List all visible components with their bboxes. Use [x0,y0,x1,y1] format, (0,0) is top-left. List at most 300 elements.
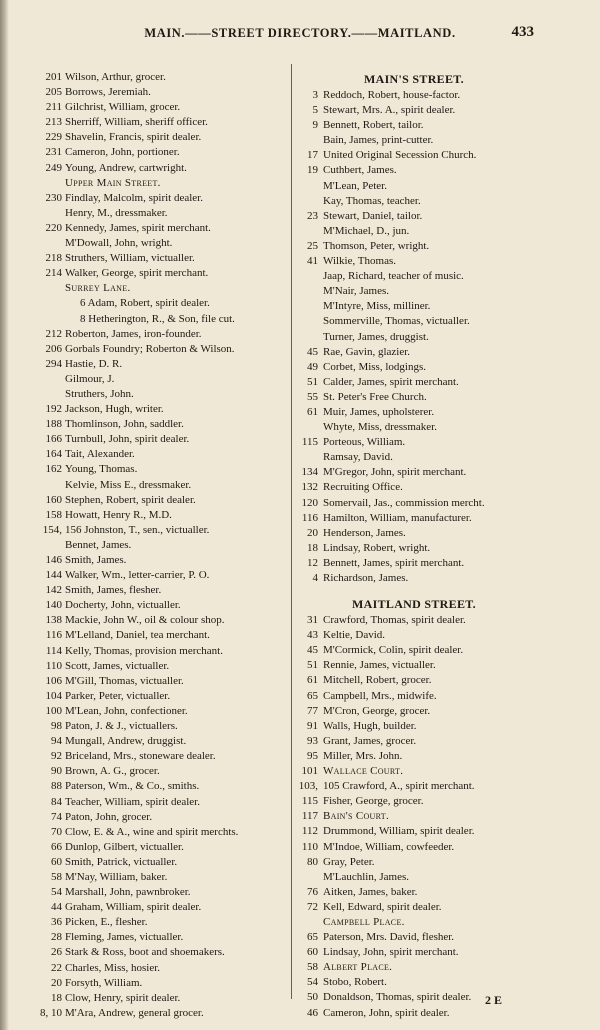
house-number: 46 [307,1006,318,1019]
directory-entry [30,930,292,945]
house-number: 50 [307,991,318,1004]
entry-text: M'Intyre, Miss, milliner. [323,300,431,313]
house-number: 231 [45,146,62,159]
house-number: 51 [307,659,318,672]
entry-text: Somervail, Jas., commission mercht. [323,496,485,509]
directory-entry [296,885,532,900]
directory-entry [296,103,532,118]
directory-entry [296,345,532,360]
directory-entry [296,254,532,269]
house-number: 36 [51,916,62,929]
house-number: 138 [45,614,62,627]
entry-text: Briceland, Mrs., stoneware dealer. [65,750,216,763]
entry-text: Bain, James, print-cutter. [323,134,434,147]
directory-entry [30,598,292,613]
directory-entry [30,191,292,206]
entry-text: Gilchrist, William, grocer. [65,101,181,114]
entry-text: Kelvie, Miss E., dressmaker. [65,478,192,491]
entry-text: Parker, Peter, victualler. [65,689,171,702]
house-number: 12 [307,556,318,569]
entry-text: Bain's Court. [323,810,390,823]
entry-text: Richardson, James. [323,572,409,584]
entry-text: Walker, Wm., letter-carrier, P. O. [65,569,210,582]
entry-text: Cuthbert, James. [323,164,397,177]
entry-text: M'Lauchlin, James. [323,870,409,883]
entry-text: Gray, Peter. [323,855,375,868]
directory-entry [296,749,532,764]
house-number: 66 [51,840,62,853]
directory-entry [296,133,532,148]
entry-text: Kennedy, James, spirit merchant. [65,221,211,234]
directory-entry [30,945,292,960]
book-spine-shadow [0,0,9,1030]
directory-entry [30,145,292,160]
house-number: 61 [307,405,318,418]
directory-entry [296,511,532,526]
directory-entry [30,85,292,100]
entry-text: Walls, Hugh, builder. [323,719,417,732]
directory-entry [296,734,532,749]
house-number: 112 [301,825,318,838]
entry-text: M'Ara, Andrew, general grocer. [65,1006,204,1019]
house-number: 20 [307,526,318,539]
entry-text: Lindsay, Robert, wright. [323,541,431,554]
directory-entry [296,571,532,586]
directory-entry [30,855,292,870]
house-number: 91 [307,719,318,732]
entry-text: Bennett, James, spirit merchant. [323,556,465,569]
house-number: 106 [45,674,62,687]
entry-text: Campbell, Mrs., midwife. [323,689,437,702]
house-number: 192 [45,403,62,416]
house-number: 166 [45,433,62,446]
entry-text: Paterson, Mrs. David, flesher. [323,931,455,944]
entry-text: Stark & Ross, boot and shoemakers. [65,946,225,959]
entry-text: Forsyth, William. [65,976,143,989]
entry-text: Muir, James, upholsterer. [323,405,435,418]
house-number: 154, [42,523,62,536]
right-column [296,70,532,1021]
directory-entry [30,357,292,372]
entry-text: Wallace Court. [323,765,404,778]
directory-entry [296,390,532,405]
directory-entry [296,179,532,194]
directory-entry [30,870,292,885]
house-number: 45 [307,644,318,657]
directory-entry [296,719,532,734]
directory-entry [30,402,292,417]
street-subheading [296,809,532,824]
entry-text: Rennie, James, victualler. [323,659,436,672]
entry-text: Docherty, John, victualler. [65,599,181,612]
house-number: 44 [51,901,62,914]
house-number: 54 [307,976,318,989]
directory-entry [296,658,532,673]
directory-entry [30,342,292,357]
house-number: 117 [301,810,318,823]
entry-text: Fisher, George, grocer. [323,795,424,808]
entry-text: Stewart, Daniel, tailor. [323,209,423,222]
directory-entry [30,719,292,734]
directory-entry [296,420,532,435]
entry-text: Turnbull, John, spirit dealer. [65,433,190,446]
directory-entry [296,480,532,495]
directory-entry [30,432,292,447]
house-number: 18 [51,991,62,1004]
entry-text: Kell, Edward, spirit dealer. [323,900,442,913]
entry-text: Reddoch, Robert, house-factor. [323,89,461,101]
entry-text: Roberton, James, iron-founder. [65,327,202,340]
directory-entry [30,327,292,342]
entry-text: Findlay, Malcolm, spirit dealer. [65,191,203,204]
directory-entry [30,795,292,810]
directory-entry [30,976,292,991]
entry-text: M'Michael, D., jun. [323,224,410,237]
entry-text: Clow, E. & A., wine and spirit merchts. [65,825,239,838]
house-number: 95 [307,749,318,762]
directory-entry [296,450,532,465]
directory-entry [30,840,292,855]
directory-entry [30,644,292,659]
directory-entry [30,221,292,236]
directory-entry [296,314,532,329]
entry-text: Jaap, Richard, teacher of music. [323,270,464,283]
entry-text: Charles, Miss, hosier. [65,961,161,974]
entry-text: Stobo, Robert. [323,976,387,989]
directory-entry [30,266,292,281]
directory-entry [296,405,532,420]
directory-entry [30,568,292,583]
directory-entry [30,991,292,1006]
house-number: 114 [45,644,62,657]
entry-text: 156 Johnston, T., sen., victualler. [65,523,210,536]
entry-text: Upper Main Street. [65,176,161,189]
house-number: 72 [307,900,318,913]
house-number: 54 [51,886,62,899]
entry-text: Struthers, John. [65,387,134,400]
entry-text: Hastie, D. R. [65,357,123,370]
entry-text: Bennet, James. [65,538,132,551]
directory-entry [296,375,532,390]
directory-entry [30,779,292,794]
house-number: 98 [51,720,62,733]
entry-text: Struthers, William, victualler. [65,252,195,265]
directory-entry [296,945,532,960]
entry-text: Bennett, Robert, tailor. [323,119,424,132]
entry-text: Mitchell, Robert, grocer. [323,674,432,687]
house-number: 70 [51,825,62,838]
house-number: 65 [307,931,318,944]
entry-text: M'Nay, William, baker. [65,870,168,883]
entry-text: Howatt, Henry R., M.D. [65,508,172,521]
directory-entry [296,299,532,314]
house-number: 294 [45,357,62,370]
entry-text: Wilson, Arthur, grocer. [65,71,166,83]
house-number: 100 [45,704,62,717]
directory-entry [296,284,532,299]
directory-entry [296,148,532,163]
directory-entry [296,689,532,704]
directory-entry [296,526,532,541]
entry-text: Henderson, James. [323,526,406,539]
entry-text: 105 Crawford, A., spirit merchant. [323,780,475,793]
house-number: 101 [301,765,318,778]
entry-text: Mackie, John W., oil & colour shop. [65,614,225,627]
entry-text: M'Cormick, Colin, spirit dealer. [323,644,464,657]
house-number: 84 [51,795,62,808]
entry-text: Crawford, Thomas, spirit dealer. [323,614,466,627]
entry-text: Paton, J. & J., victuallers. [65,720,178,733]
signature-mark: 2 E [484,993,502,1007]
entry-text: 6 Adam, Robert, spirit dealer. [80,297,210,310]
entry-text: M'Indoe, William, cowfeeder. [323,840,455,853]
entry-text: Dunlop, Gilbert, victualler. [65,840,184,853]
house-number: 77 [307,704,318,717]
directory-entry [296,330,532,345]
house-number: 74 [51,810,62,823]
running-title: MAIN.——STREET DIRECTORY.——MAITLAND. [144,26,456,40]
directory-entry [296,224,532,239]
house-number: 205 [45,86,62,99]
house-number: 115 [301,436,318,449]
directory-entry [30,583,292,598]
house-number: 61 [307,674,318,687]
house-number: 45 [307,345,318,358]
house-number: 134 [301,466,318,479]
street-heading: MAIN'S STREET. [363,72,464,86]
directory-entry [30,251,292,266]
entry-text: Whyte, Miss, dressmaker. [323,421,437,434]
directory-entry [296,435,532,450]
entry-text: Kelly, Thomas, provision merchant. [65,644,223,657]
house-number: 43 [307,629,318,642]
directory-entry [30,1006,292,1021]
house-number: 115 [301,795,318,808]
entry-text: Recruiting Office. [323,481,403,494]
house-number: 65 [307,689,318,702]
house-number: 9 [312,119,318,132]
house-number: 212 [45,327,62,340]
entry-text: Stephen, Robert, spirit dealer. [65,493,196,506]
directory-entry [296,118,532,133]
directory-entry [30,447,292,462]
house-number: 51 [307,375,318,388]
directory-entry [30,462,292,477]
entry-text: M'Gill, Thomas, victualler. [65,674,184,687]
directory-entry [30,764,292,779]
entry-text: Scott, James, victualler. [65,659,170,672]
directory-entry [30,312,292,327]
directory-entry [30,296,292,311]
house-number: 19 [307,164,318,177]
house-number: 25 [307,239,318,252]
house-number: 188 [45,418,62,431]
house-number: 55 [307,390,318,403]
house-number: 41 [307,255,318,268]
entry-text: M'Lean, Peter. [323,179,387,192]
house-number: 88 [51,780,62,793]
section-gap [296,586,532,595]
entry-text: Mungall, Andrew, druggist. [65,735,187,748]
house-number: 3 [312,89,318,101]
directory-entry [296,194,532,209]
entry-text: Miller, Mrs. John. [323,749,403,762]
entry-text: Grant, James, grocer. [323,734,417,747]
entry-text: Kay, Thomas, teacher. [323,194,421,207]
street-subheading [296,915,532,930]
entry-text: Smith, James, flesher. [65,584,162,597]
entry-text: Sommerville, Thomas, victualler. [323,315,470,328]
entry-text: Surrey Lane. [65,282,131,295]
house-number: 8, 10 [40,1006,62,1019]
directory-entry [30,372,292,387]
entry-text: Campbell Place. [323,915,405,928]
directory-entry [30,523,292,538]
directory-entry [296,900,532,915]
directory-entry [30,115,292,130]
entry-text: Lindsay, John, spirit merchant. [323,946,459,959]
house-number: 206 [45,342,62,355]
entry-text: Gorbals Foundry; Roberton & Wilson. [65,342,235,355]
house-number: 94 [51,735,62,748]
house-number: 249 [45,161,62,174]
house-number: 28 [51,931,62,944]
house-number: 31 [307,614,318,627]
house-number: 5 [312,104,318,117]
entry-text: M'Gregor, John, spirit merchant. [323,466,467,479]
house-number: 93 [307,734,318,747]
directory-entry [30,538,292,553]
house-number: 132 [301,481,318,494]
house-number: 60 [51,855,62,868]
house-number: 220 [45,221,62,234]
directory-entry [296,704,532,719]
house-number: 103, [298,780,318,793]
directory-entry [30,659,292,674]
entry-text: Teacher, William, spirit dealer. [65,795,200,808]
entry-text: Porteous, William. [323,436,406,449]
directory-entry [296,269,532,284]
entry-text: Drummond, William, spirit dealer. [323,825,475,838]
left-column [30,70,292,1021]
directory-entry [296,360,532,375]
directory-entry [30,704,292,719]
directory-entry [296,673,532,688]
street-subheading [30,281,292,296]
directory-entry [30,493,292,508]
entry-text: Corbet, Miss, lodgings. [323,360,426,373]
entry-text: Marshall, John, pawnbroker. [65,886,191,899]
entry-text: Sherriff, William, sheriff officer. [65,116,208,129]
directory-entry [30,810,292,825]
directory-entry [30,628,292,643]
entry-text: Albert Place. [323,961,393,974]
page-header [0,26,600,46]
directory-entry [30,553,292,568]
house-number: 146 [45,554,62,566]
entry-text: Gilmour, J. [65,372,115,385]
house-number: 18 [307,541,318,554]
directory-entry [296,556,532,571]
house-number: 164 [45,448,62,461]
directory-entry [296,613,532,628]
entry-text: Cameron, John, spirit dealer. [323,1006,450,1019]
house-number: 49 [307,360,318,373]
entry-text: Smith, Patrick, victualler. [65,855,178,868]
house-number: 214 [45,267,62,280]
house-number: 144 [45,569,62,582]
directory-entry [296,465,532,480]
house-number: 58 [51,870,62,883]
directory-entry [30,206,292,221]
house-number: 230 [45,191,62,204]
entry-text: Thomlinson, John, saddler. [65,418,184,431]
entry-text: Young, Thomas. [65,463,138,476]
entry-text: Aitken, James, baker. [323,885,418,898]
entry-text: M'Dowall, John, wright. [65,237,173,250]
entry-text: M'Lelland, Daniel, tea merchant. [65,629,210,642]
entry-text: Ramsay, David. [323,451,393,464]
house-number: 4 [312,572,318,584]
entry-text: St. Peter's Free Church. [323,390,427,403]
directory-entry [296,163,532,178]
directory-entry [30,674,292,689]
entry-text: Clow, Henry, spirit dealer. [65,991,181,1004]
house-number: 80 [307,855,318,868]
directory-entry [30,613,292,628]
house-number: 162 [45,463,62,476]
house-number: 201 [45,71,62,83]
directory-entry [296,88,532,103]
house-number: 92 [51,750,62,763]
directory-entry [30,825,292,840]
directory-entry [30,478,292,493]
house-number: 116 [45,629,62,642]
directory-entry [296,824,532,839]
directory-entry [30,417,292,432]
street-subheading [296,764,532,779]
directory-entry [296,930,532,945]
page-number: 433 [511,24,534,40]
entry-text: Shavelin, Francis, spirit dealer. [65,131,202,144]
house-number: 60 [307,946,318,959]
directory-entry [296,855,532,870]
street-subheading [30,176,292,191]
house-number: 110 [301,840,318,853]
entry-text: Walker, George, spirit merchant. [65,267,209,280]
house-number: 20 [51,976,62,989]
house-number: 90 [51,765,62,778]
entry-text: Tait, Alexander. [65,448,135,461]
house-number: 22 [51,961,62,974]
entry-text: Wilkie, Thomas. [323,255,396,268]
entry-text: Paterson, Wm., & Co., smiths. [65,780,200,793]
house-number: 76 [307,885,318,898]
directory-entry [30,689,292,704]
house-number: 104 [45,689,62,702]
entry-text: United Original Secession Church. [323,149,477,162]
directory-entry [296,628,532,643]
entry-text: Turner, James, druggist. [323,330,429,343]
house-number: 213 [45,116,62,129]
entry-text: Cameron, John, portioner. [65,146,180,159]
street-heading: MAITLAND STREET. [352,597,476,612]
directory-entry [296,239,532,254]
entry-text: M'Nair, James. [323,285,389,298]
house-number: 110 [45,659,62,672]
entry-text: M'Lean, John, confectioner. [65,704,188,717]
directory-entry [30,900,292,915]
